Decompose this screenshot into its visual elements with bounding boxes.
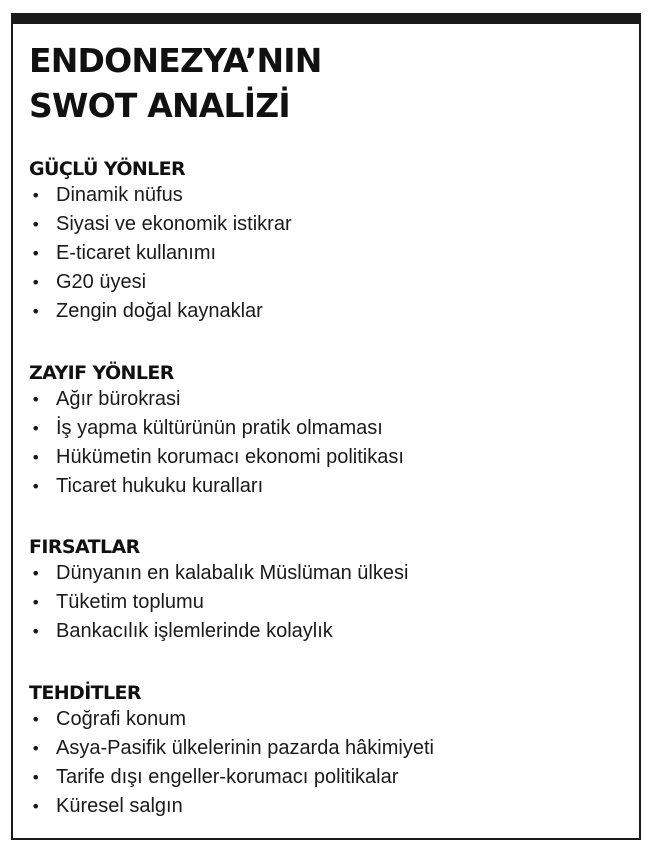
list-item-text: Asya-Pasifik ülkelerinin pazarda hâkimiyeti (56, 737, 434, 759)
list-item (29, 734, 434, 763)
weaknesses-list (29, 385, 404, 501)
bullet-icon: • (31, 302, 41, 321)
list-item (29, 443, 404, 472)
section-heading-weaknesses: ZAYIF YÖNLER (29, 362, 174, 384)
list-item-text: Bankacılık işlemlerinde kolaylık (56, 620, 333, 642)
bullet-icon: • (31, 448, 41, 467)
list-item-text: Ağır bürokrasi (56, 388, 181, 410)
list-item (29, 210, 292, 239)
bullet-icon: • (31, 273, 41, 292)
list-item (29, 763, 434, 792)
list-item-text: G20 üyesi (56, 271, 147, 293)
section-strengths (29, 157, 292, 326)
list-item (29, 239, 292, 268)
list-item (29, 385, 404, 414)
strengths-list (29, 181, 292, 326)
list-item-text: Hükümetin korumacı ekonomi politikası (56, 446, 404, 468)
list-item (29, 268, 292, 297)
list-item (29, 792, 434, 821)
list-item (29, 588, 408, 617)
bullet-icon: • (31, 739, 41, 758)
section-opportunities (29, 535, 408, 646)
list-item-text: Küresel salgın (56, 795, 183, 817)
list-item-text: Zengin doğal kaynaklar (56, 300, 263, 322)
section-heading-threats: TEHDİTLER (29, 682, 141, 704)
title-line-1: ENDONEZYA’NIN (29, 41, 322, 80)
list-item (29, 472, 404, 501)
bullet-icon: • (31, 244, 41, 263)
bullet-icon: • (31, 710, 41, 729)
bullet-icon: • (31, 564, 41, 583)
list-item-text: Coğrafi konum (56, 708, 187, 730)
bullet-icon: • (31, 186, 41, 205)
list-item-text: Siyasi ve ekonomik istikrar (56, 213, 292, 235)
section-threats (29, 681, 434, 821)
list-item (29, 181, 292, 210)
page-title (29, 38, 322, 128)
list-item-text: Tüketim toplumu (56, 591, 204, 613)
bullet-icon: • (31, 390, 41, 409)
list-item (29, 297, 292, 326)
section-weaknesses (29, 361, 404, 501)
threats-list (29, 705, 434, 821)
bullet-icon: • (31, 477, 41, 496)
list-item-text: E-ticaret kullanımı (56, 242, 217, 264)
list-item-text: Ticaret hukuku kuralları (56, 475, 264, 497)
list-item (29, 414, 404, 443)
bullet-icon: • (31, 622, 41, 641)
opportunities-list (29, 559, 408, 646)
bullet-icon: • (31, 768, 41, 787)
title-line-2: SWOT ANALİZİ (29, 86, 290, 125)
section-heading-strengths: GÜÇLÜ YÖNLER (29, 158, 186, 180)
list-item-text: Dinamik nüfus (56, 184, 183, 206)
list-item (29, 617, 408, 646)
list-item (29, 705, 434, 734)
list-item-text: Tarife dışı engeller-korumacı politikalar (56, 766, 399, 788)
bullet-icon: • (31, 593, 41, 612)
bullet-icon: • (31, 797, 41, 816)
list-item (29, 559, 408, 588)
list-item-text: İş yapma kültürünün pratik olmaması (56, 417, 383, 439)
section-heading-opportunities: FIRSATLAR (29, 536, 140, 558)
list-item-text: Dünyanın en kalabalık Müslüman ülkesi (56, 562, 409, 584)
bullet-icon: • (31, 215, 41, 234)
bullet-icon: • (31, 419, 41, 438)
